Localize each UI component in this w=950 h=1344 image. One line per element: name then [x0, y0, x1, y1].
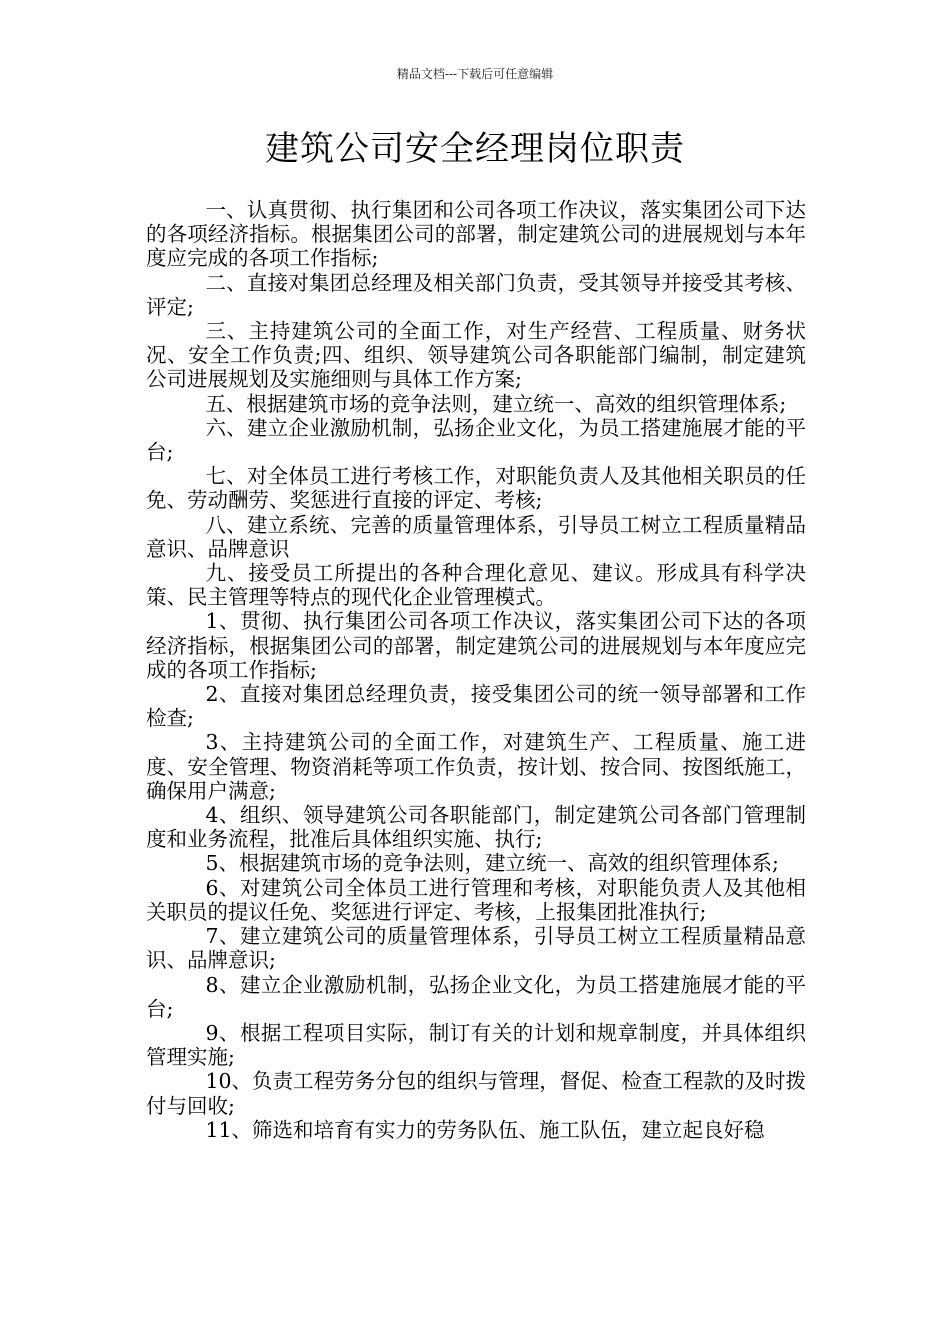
paragraph-13: 5、根据建筑市场的竞争法则，建立统一、高效的组织管理体系; — [205, 851, 779, 876]
paragraph-12: 4、组织、领导建筑公司各职能部门，制定建筑公司各部门管理制度和业务流程，批准后具体组织实施、执行; — [146, 803, 806, 852]
paragraph-14: 6、对建筑公司全体员工进行管理和考核，对职能负责人及其他相关职员的提议任免、奖惩进行评定、考核，上报集团批准执行; — [146, 875, 806, 924]
paragraph-9: 1、贯彻、执行集团公司各项工作决议，落实集团公司下达的各项经济指标，根据集团公司的部署，制定建筑公司的进展规划与本年度应完成的各项工作指标; — [146, 609, 806, 682]
paragraph-17: 9、根据工程项目实际，制订有关的计划和规章制度，并具体组织管理实施; — [146, 1020, 806, 1070]
paragraph-8: 九、接受员工所提出的各种合理化意见、建议。形成具有科学决策、民主管理等特点的现代化企业管理模式。 — [146, 561, 806, 610]
paragraph-2: 二、直接对集团总经理及相关部门负责，受其领导并接受其考核、评定; — [146, 270, 806, 319]
paragraph-1: 一、认真贯彻、执行集团和公司各项工作决议，落实集团公司下达的各项经济指标。根据集团公司的部署，制定建筑公司的进展规划与本年度应完成的各项工作指标; — [146, 198, 806, 271]
paragraph-15: 7、建立建筑公司的质量管理体系，引导员工树立工程质量精品意识、品牌意识; — [146, 924, 806, 973]
paragraph-10: 2、直接对集团总经理负责，接受集团公司的统一领导部署和工作检查; — [146, 682, 806, 731]
header-note: 精品文档---下载后可任意编辑 — [396, 67, 554, 81]
paragraph-18: 10、负责工程劳务分包的组织与管理，督促、检查工程款的及时拨付与回收; — [146, 1069, 806, 1118]
paragraph-3: 三、主持建筑公司的全面工作，对生产经营、工程质量、财务状况、安全工作负责;四、组织、领导建筑公司各职能部门编制，制定建筑公司进展规划及实施细则与具体工作方案; — [146, 319, 806, 392]
document-title: 建筑公司安全经理岗位职责 — [265, 129, 685, 169]
paragraph-19: 11、筛选和培育有实力的劳务队伍、施工队伍，建立起良好稳 — [205, 1117, 765, 1142]
paragraph-7: 八、建立系统、完善的质量管理体系，引导员工树立工程质量精品意识、品牌意识 — [146, 512, 806, 561]
document-body — [146, 198, 806, 1142]
paragraph-11: 3、主持建筑公司的全面工作，对建筑生产、工程质量、施工进度、安全管理、物资消耗等项工作负责，按计划、按合同、按图纸施工，确保用户满意; — [146, 730, 806, 803]
paragraph-5: 六、建立企业激励机制，弘扬企业文化，为员工搭建施展才能的平台; — [146, 415, 806, 465]
paragraph-16: 8、建立企业激励机制，弘扬企业文化，为员工搭建施展才能的平台; — [146, 972, 806, 1021]
paragraph-6: 七、对全体员工进行考核工作，对职能负责人及其他相关职员的任免、劳动酬劳、奖惩进行直接的评定、考核; — [146, 464, 806, 513]
paragraph-4: 五、根据建筑市场的竞争法则，建立统一、高效的组织管理体系; — [205, 391, 787, 416]
